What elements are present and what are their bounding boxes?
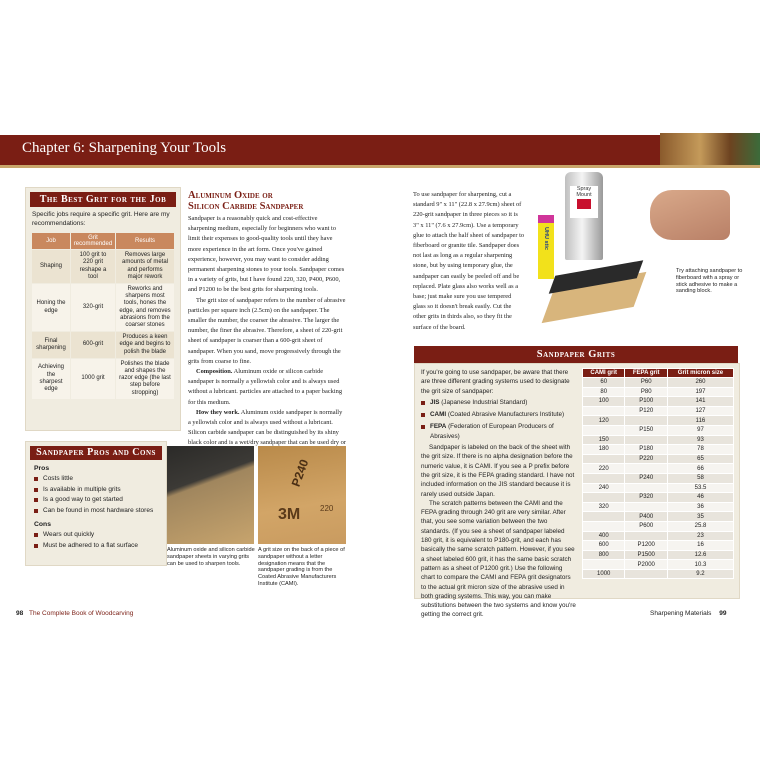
table-cell: P180	[625, 445, 667, 455]
list-item: Must be adhered to a flat surface	[34, 541, 158, 552]
table-row	[583, 483, 734, 493]
footer-right	[650, 610, 726, 617]
table-cell	[583, 512, 625, 522]
table-cell	[583, 560, 625, 570]
system-abbr: FEPA	[430, 423, 447, 431]
table-header: Grit recommended	[71, 233, 116, 250]
photo-caption-left: Aluminum oxide and silicon carbide sandpaper sheets in varying grits can be used to sharpen tools.	[167, 547, 255, 567]
system-name: (Coated Abrasive Manufacturers Institute)	[447, 411, 565, 419]
table-cell: P240	[625, 473, 667, 483]
stick-label: UHU stic	[543, 227, 549, 250]
list-item: Can be found in most hardware stores	[34, 506, 158, 517]
table-cell: 400	[583, 531, 625, 541]
table-row	[583, 521, 734, 531]
article-para-2: The grit size of sandpaper refers to the number of abrasive particles per square inch (2.5cm) on the sandpaper. The smaller the number, the coarser the abrasive. The larger the number, the finer the abrasive. Therefore, a sheet of 220-grit sheet of sandpaper is coarser than a 600-grit sheet of sandpaper. When you sand, move progressively through the grits from coarse to fine.	[188, 296, 346, 365]
pros-cons-title: Sandpaper Pros and Cons	[30, 446, 162, 460]
system-abbr: JIS	[430, 398, 440, 406]
table-cell: 12.6	[667, 550, 733, 560]
table-cell: P120	[625, 406, 667, 416]
article-heading-2: Silicon Carbide Sandpaper	[188, 201, 304, 212]
glue-stick	[538, 215, 554, 279]
table-cell: Produces a keen edge and begins to polish the blade	[116, 332, 175, 359]
article-composition	[188, 367, 346, 408]
table-cell: 93	[667, 435, 733, 445]
table-row	[32, 358, 175, 399]
composition-text: Aluminum oxide or silicon carbide sandpaper is normally a yellowish color and is always used without a lubricant.	[188, 368, 340, 396]
best-grit-intro: Specific jobs require a specific grit. Here are my recommendations:	[32, 211, 170, 227]
sheet-brand-label: 3M	[278, 506, 301, 523]
table-cell: 120	[583, 416, 625, 426]
table-cell	[625, 569, 667, 579]
grading-systems-list	[421, 398, 576, 441]
table-cell: 58	[667, 473, 733, 483]
photo-caption-top-right: Try attaching sandpaper to fiberboard with a spray or stick adhesive to make a sanding block.	[676, 268, 743, 295]
table-cell	[583, 406, 625, 416]
table-cell: 80	[583, 387, 625, 397]
table-row	[583, 387, 734, 397]
banner-rule	[0, 165, 760, 168]
table-header: CAMI grit	[583, 369, 625, 378]
best-grit-box	[25, 187, 181, 431]
table-header: Grit micron size	[667, 369, 733, 378]
table-cell: P320	[625, 493, 667, 503]
table-row	[32, 332, 175, 359]
sheet-grit-label: P240	[288, 457, 312, 489]
grits-para-1: Sandpaper is labeled on the back of the sheet with the grit size. If there is no alpha designation before the numeric value, it is CAMI. If you see a P prefix before the grit size, it is the FEPA grading standard. I have not included information on the JIS standard because it is rarely used outside Japan.	[421, 444, 575, 498]
section-title: Sharpening Materials	[650, 610, 712, 617]
table-cell: 220	[583, 464, 625, 474]
table-cell: 240	[583, 483, 625, 493]
table-row	[583, 406, 734, 416]
grits-table	[582, 368, 734, 579]
pros-list	[34, 474, 158, 516]
cons-list	[34, 530, 158, 551]
table-cell: 127	[667, 406, 733, 416]
table-cell: 100	[583, 397, 625, 407]
table-row	[583, 502, 734, 512]
grits-text	[421, 368, 576, 620]
table-cell: 141	[667, 397, 733, 407]
how-label: How they work.	[196, 408, 240, 416]
table-cell: 150	[583, 435, 625, 445]
grits-title: Sandpaper Grits	[414, 346, 738, 363]
table-cell	[583, 425, 625, 435]
table-cell	[625, 416, 667, 426]
list-item: Is available in multiple grits	[34, 485, 158, 496]
table-cell: 800	[583, 550, 625, 560]
table-cell: P80	[625, 387, 667, 397]
article-para-1: Sandpaper is a reasonably quick and cost-effective sharpening medium, especially for beginners who want to limit their expenses to good-quality tools until they have more experience in the art form. Once you've gained experience, however, you may want to consider adding permanent sharpening stones to your tools. Sandpaper comes in a variety of grits, but I have found 220, 320, P400, P600, and P1200 to be the best grits for sharpening tools.	[188, 215, 345, 294]
how-text: Aluminum oxide sandpaper is normally a yellowish color and is always used without a lubricant. Silicon carbide sandpaper can be distinguished by its shiny black color and is a wet/dry sandpaper that can be used dry or	[188, 408, 346, 447]
table-cell: Shaping	[32, 250, 71, 284]
table-row	[583, 445, 734, 455]
table-cell	[625, 531, 667, 541]
table-cell: 78	[667, 445, 733, 455]
table-cell: 320-grit	[71, 284, 116, 332]
table-cell: 116	[667, 416, 733, 426]
table-row	[583, 493, 734, 503]
table-cell: 16	[667, 541, 733, 551]
table-cell: 1000 grit	[71, 358, 116, 399]
table-cell	[583, 493, 625, 503]
table-cell: Final sharpening	[32, 332, 71, 359]
composition-extra: particles are attached to a paper backing for this medium.	[188, 388, 343, 406]
table-cell: P1200	[625, 541, 667, 551]
right-intro: To use sandpaper for sharpening, cut a standard 9" x 11" (22.8 x 27.9cm) sheet of 220-grit sandpaper in three pieces so it is 3" x 11" (7.6 x 27.9cm). Use a temporary glue to attach the half sheet of sandpaper to fiberboard or granite tile. Sandpaper does not last as long as a regular sharpening stone, but by using temporary glue, the sandpaper can easily be peeled off and be replaced. Plate glass also works well as a base; just make sure you use tempered glass so it doesn't break easily. Cut the other grits in thirds also, so they fit the surface of the board.	[413, 191, 525, 331]
table-cell: 35	[667, 512, 733, 522]
table-cell: 100 grit to 220 grit reshape a tool	[71, 250, 116, 284]
table-cell: P400	[625, 512, 667, 522]
table-row	[583, 464, 734, 474]
table-cell	[583, 454, 625, 464]
system-abbr: CAMI	[430, 411, 447, 419]
article	[188, 190, 346, 459]
table-cell: P220	[625, 454, 667, 464]
pros-cons-box	[25, 441, 167, 566]
table-cell: 180	[583, 445, 625, 455]
table-cell: 97	[667, 425, 733, 435]
table-cell: 600	[583, 541, 625, 551]
table-cell: 46	[667, 493, 733, 503]
table-cell: 23	[667, 531, 733, 541]
list-item	[421, 410, 576, 419]
list-item: Costs little	[34, 474, 158, 485]
page-number-left: 98	[16, 610, 24, 617]
grit-back-photo	[258, 446, 346, 544]
sandpaper-sheets-photo	[167, 446, 254, 544]
table-cell: 66	[667, 464, 733, 474]
table-cell: 600-grit	[71, 332, 116, 359]
table-cell: Polishes the blade and shapes the razor edge (the last step before stropping)	[116, 358, 175, 399]
table-row	[583, 512, 734, 522]
table-cell: 25.8	[667, 521, 733, 531]
table-cell: 65	[667, 454, 733, 464]
best-grit-title: The Best Grit for the Job	[30, 192, 176, 207]
table-cell: Removes large amounts of metal and performs major rework	[116, 250, 175, 284]
table-row	[583, 454, 734, 464]
list-item: Wears out quickly	[34, 530, 158, 541]
cons-label: Cons	[34, 521, 51, 528]
composition-label: Composition.	[196, 368, 233, 376]
table-cell: P1500	[625, 550, 667, 560]
table-row	[583, 378, 734, 388]
list-item	[421, 398, 576, 407]
table-row	[32, 284, 175, 332]
table-row	[32, 250, 175, 284]
table-row	[583, 541, 734, 551]
table-cell: 60	[583, 378, 625, 388]
footer-left	[16, 610, 133, 617]
best-grit-table	[31, 232, 175, 400]
table-cell: 36	[667, 502, 733, 512]
hand-photo	[650, 190, 730, 240]
system-name: (Japanese Industrial Standard)	[441, 398, 528, 406]
table-cell: 260	[667, 378, 733, 388]
table-cell: P150	[625, 425, 667, 435]
system-name: (Federation of European Producers of Abrasives)	[430, 423, 554, 440]
table-cell	[625, 483, 667, 493]
list-item	[421, 422, 576, 441]
table-header: FEPA grit	[625, 369, 667, 378]
table-cell: 9.2	[667, 569, 733, 579]
table-cell: P2000	[625, 560, 667, 570]
table-row	[583, 397, 734, 407]
list-item: Is a good way to get started	[34, 495, 158, 506]
pros-label: Pros	[34, 465, 50, 472]
table-header: Results	[116, 233, 175, 250]
grits-para-2: The scratch patterns between the CAMI and the FEPA grading through 240 grit are very similar. After that, you see some variation between the two standards. (If you see a sheet of sandpaper labeled 180 grit, it is equivalent to P180-grit, and each has basically the same scratch pattern. However, if you see a sheet labeled 600 grit, it has the same basic scratch pattern as a sheet of P1200 grit.) Use the following chart to compare the CAMI and FEPA grit designators to the actual grit micron size of the abrasive used in both grading systems. This way, you can make substitutions between the two systems and know you're getting the correct grit.	[421, 499, 576, 619]
table-header: Job	[32, 233, 71, 250]
glue-can	[565, 172, 603, 260]
table-cell: 197	[667, 387, 733, 397]
table-row	[583, 473, 734, 483]
table-cell: Reworks and sharpens most tools, hones the edge, and removes abrasions from the coarser stones	[116, 284, 175, 332]
grits-intro: If you're going to use sandpaper, be aware that there are three different grading systems used to designate the grit size of sandpaper:	[421, 369, 570, 395]
table-cell: P600	[625, 521, 667, 531]
table-cell: Achieving the sharpest edge	[32, 358, 71, 399]
table-cell	[583, 473, 625, 483]
table-cell: 320	[583, 502, 625, 512]
table-row	[583, 425, 734, 435]
table-cell: P60	[625, 378, 667, 388]
table-cell	[625, 435, 667, 445]
table-cell	[625, 502, 667, 512]
table-row	[583, 560, 734, 570]
table-row	[583, 569, 734, 579]
table-row	[583, 531, 734, 541]
book-title: The Complete Book of Woodcarving	[29, 610, 134, 617]
table-cell: Honing the edge	[32, 284, 71, 332]
banner-photo	[660, 133, 760, 168]
chapter-title: Chapter 6: Sharpening Your Tools	[22, 140, 227, 156]
article-heading-1: Aluminum Oxide or	[188, 190, 273, 201]
table-row	[583, 435, 734, 445]
table-cell: P100	[625, 397, 667, 407]
table-cell	[583, 521, 625, 531]
table-cell: 1000	[583, 569, 625, 579]
table-row	[583, 550, 734, 560]
table-row	[583, 416, 734, 426]
can-brand-2: Mount	[576, 192, 592, 198]
table-cell: 10.3	[667, 560, 733, 570]
photo-caption-right: A grit size on the back of a piece of sandpaper without a letter designation means that the sandpaper grading is from the Coated Abrasive Manufacturers Institute (CAMI).	[258, 547, 345, 587]
table-cell	[625, 464, 667, 474]
table-cell: 53.5	[667, 483, 733, 493]
can-brand-1: Spray	[576, 186, 592, 192]
page-number-right: 99	[719, 610, 727, 617]
sheet-grit2-label: 220	[320, 504, 334, 513]
